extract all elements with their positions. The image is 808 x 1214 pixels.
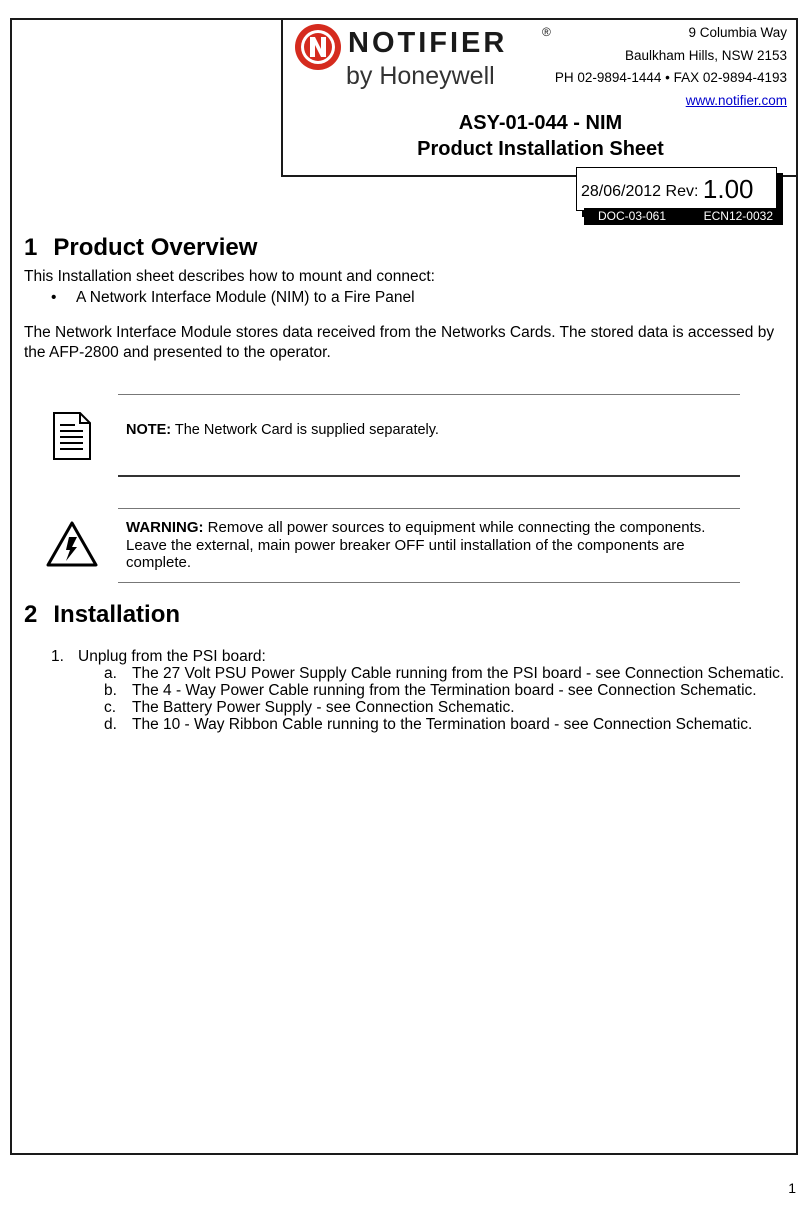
section-2-heading	[24, 601, 180, 629]
section-1-heading	[24, 234, 257, 262]
bullet-dot-icon: •	[51, 289, 57, 306]
substep-item	[104, 665, 784, 682]
high-voltage-warning-icon	[46, 521, 98, 567]
revision-line	[581, 174, 754, 205]
warning-text	[126, 519, 726, 572]
substep-text: The 4 - Way Power Cable running from the Termination board - see Connection Schematic.	[132, 682, 757, 699]
page-number: 1	[788, 1180, 796, 1196]
note-text	[126, 422, 439, 438]
substep-text: The Battery Power Supply - see Connection Schematic.	[132, 699, 515, 716]
section-1-bullet	[51, 289, 415, 307]
warning-label: WARNING:	[126, 519, 204, 536]
section-2-number: 2	[24, 601, 38, 628]
section-1-intro: This Installation sheet describes how to mount and connect:	[24, 268, 435, 285]
registered-mark: ®	[542, 25, 551, 39]
title-line-1: ASY-01-044 - NIM	[458, 112, 623, 134]
substep-item	[104, 716, 784, 733]
revision-number: 1.00	[702, 174, 754, 204]
notifier-n-logo-icon	[293, 22, 343, 72]
revision-label: Rev:	[665, 183, 699, 200]
website-link[interactable]: www.notifier.com	[685, 92, 787, 108]
section-1-description: The Network Interface Module stores data received from the Networks Cards. The stored data is accessed by the AFP-2800 and presented to the operator.	[24, 324, 775, 361]
step-1-number: 1.	[51, 648, 64, 665]
substep-label: d.	[104, 716, 117, 733]
section-1-number: 1	[24, 234, 38, 261]
note-label: NOTE:	[126, 422, 172, 438]
ecn-number: ECN12-0032	[703, 209, 773, 223]
phone-fax-line: PH 02-9894-1444 • FAX 02-9894-4193	[554, 70, 787, 85]
note-body: The Network Card is supplied separately.	[174, 422, 439, 438]
note-document-icon	[53, 412, 91, 460]
warning-body: Remove all power sources to equipment while connecting the components. Leave the external, main power breaker OFF until installation of the components are complete.	[126, 519, 706, 571]
installation-step-1	[51, 648, 266, 666]
step-1-substeps	[104, 665, 784, 733]
substep-text: The 27 Volt PSU Power Supply Cable running from the PSI board - see Connection Schematic.	[132, 665, 785, 682]
section-1-title: Product Overview	[53, 234, 258, 261]
revision-box	[576, 167, 777, 211]
brand-byline: by Honeywell	[346, 62, 495, 90]
document-title	[283, 110, 798, 162]
doc-number: DOC-03-061	[598, 209, 667, 223]
address-line-1: 9 Columbia Way	[688, 25, 787, 40]
notifier-logo	[293, 22, 563, 102]
document-number-bar	[584, 208, 783, 225]
address-line-2: Baulkham Hills, NSW 2153	[624, 47, 787, 63]
brand-name: NOTIFIER	[348, 27, 508, 59]
note-divider-top	[118, 394, 740, 395]
company-address	[555, 22, 787, 112]
substep-label: a.	[104, 665, 117, 682]
note-divider-bottom	[118, 475, 740, 477]
section-2-title: Installation	[53, 601, 181, 628]
bullet-text: A Network Interface Module (NIM) to a Fire Panel	[76, 289, 415, 306]
title-line-2: Product Installation Sheet	[417, 138, 664, 160]
substep-label: b.	[104, 682, 117, 699]
warning-divider-top	[118, 508, 740, 509]
step-1-text: Unplug from the PSI board:	[78, 648, 266, 665]
substep-item	[104, 682, 784, 699]
substep-text: The 10 - Way Ribbon Cable running to the Termination board - see Connection Schematic.	[132, 716, 753, 733]
substep-label: c.	[104, 699, 117, 716]
substep-item	[104, 699, 784, 716]
revision-date: 28/06/2012	[581, 183, 662, 200]
warning-divider-bottom	[118, 582, 740, 583]
